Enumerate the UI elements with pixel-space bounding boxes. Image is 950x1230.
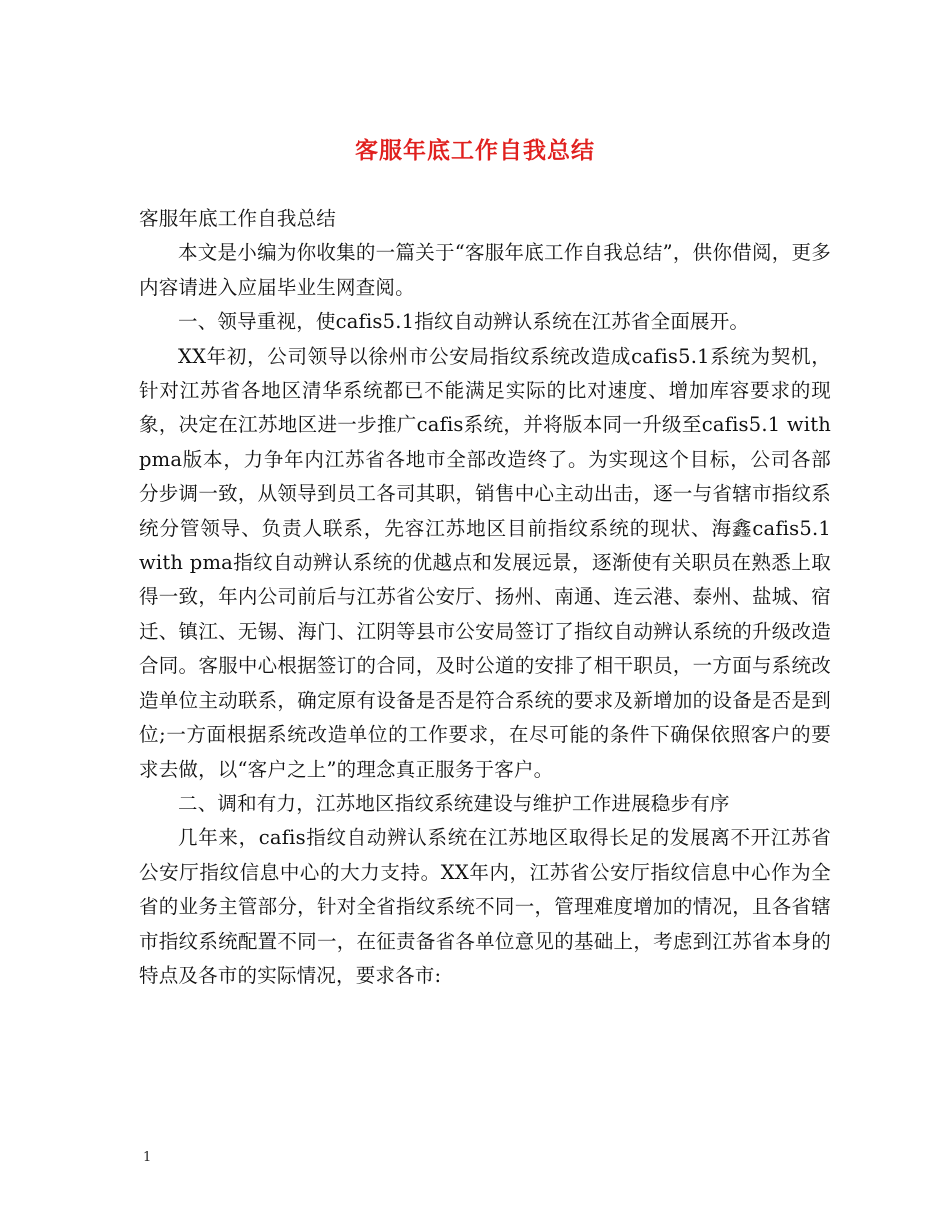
paragraph-body-2: 几年来，cafis指纹自动辨认系统在江苏地区取得长足的发展离不开江苏省公安厅指纹信息中心的大力支持。XX年内，江苏省公安厅指纹信息中心作为全省的业务主管部分，针对全省指纹系统不同一，管理难度增加的情况，且各省辖市指纹系统配置不同一，在征责备省各单位意见的基础上，考虑到江苏省本身的特点及各市的实际情况，要求各市:	[139, 826, 831, 987]
paragraph-heading-2: 二、调和有力，江苏地区指纹系统建设与维护工作进展稳步有序	[178, 791, 730, 815]
document-title: 客服年底工作自我总结	[355, 138, 595, 164]
paragraph-intro: 本文是小编为你收集的一篇关于“客服年底工作自我总结”，供你借阅，更多内容请进入应届毕业生网查阅。	[139, 241, 831, 299]
document-body	[139, 202, 831, 993]
paragraph-subtitle: 客服年底工作自我总结	[139, 207, 337, 230]
paragraph-heading-1: 一、领导重视，使cafis5.1指纹自动辨认系统在江苏省全面展开。	[178, 310, 750, 334]
paragraph-body-1: XX年初，公司领导以徐州市公安局指纹系统改造成cafis5.1系统为契机，针对江苏省各地区清华系统都已不能满足实际的比对速度、增加库容要求的现象，决定在江苏地区进一步推广cafis系统，并将版本同一升级至cafis5.1 with pma版本，力争年内江苏省各地市全部改造终了。为实现这个目标，公司各部分步调一致，从领导到员工各司其职，销售中心主动出击，逐一与省辖市指纹系统分管领导、负责人联系，先容江苏地区目前指纹系统的现状、海鑫cafis5.1 with pma指纹自动辨认系统的优越点和发展远景，逐渐使有关职员在熟悉上取得一致，年内公司前后与江苏省公安厅、扬州、南通、连云港、泰州、盐城、宿迁、镇江、无锡、海门、江阴等县市公安局签订了指纹自动辨认系统的升级改造合同。客服中心根据签订的合同，及时公道的安排了相干职员，一方面与系统改造单位主动联系，确定原有设备是否是符合系统的要求及新增加的设备是否是到位;一方面根据系统改造单位的工作要求，在尽可能的条件下确保依照客户的要求去做，以“客户之上”的理念真正服务于客户。	[139, 344, 831, 781]
page-number: 1	[143, 1150, 152, 1165]
